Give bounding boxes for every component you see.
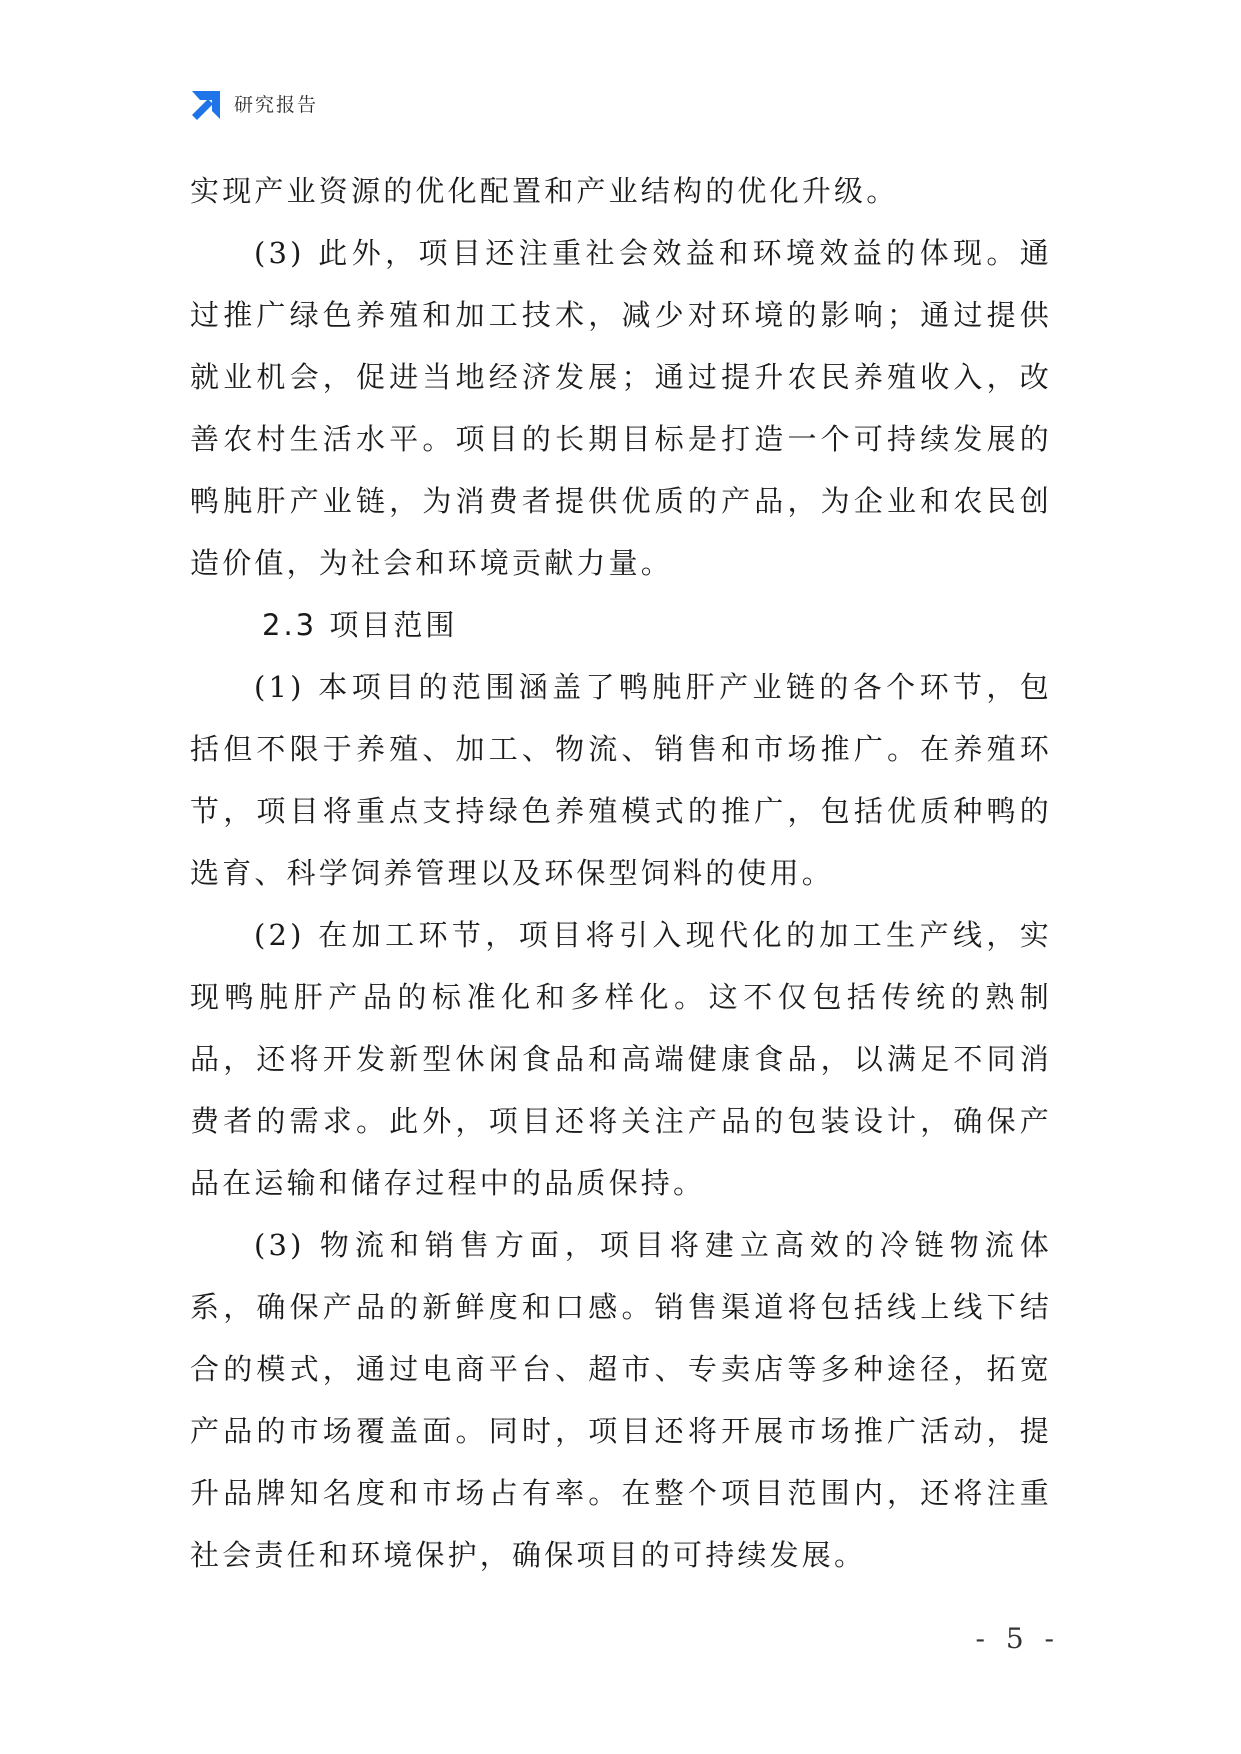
report-label: 研究报告 <box>234 94 319 116</box>
paragraph-scope-3: (3) 物流和销售方面，项目将建立高效的冷链物流体系，确保产品的新鲜度和口感。销售渠道将包括线上线下结合的模式，通过电商平台、超市、专卖店等多种途径，拓宽产品的市场覆盖面。同时，项目还将开展市场推广活动，提升品牌知名度和市场占有率。在整个项目范围内，还将注重社会责任和环境保护，确保项目的可持续发展。 <box>190 1228 1052 1572</box>
arrow-up-right-icon <box>190 89 222 121</box>
paragraph-scope-1: (1) 本项目的范围涵盖了鸭肫肝产业链的各个环节，包括但不限于养殖、加工、物流、销售和市场推广。在养殖环节，项目将重点支持绿色养殖模式的推广，包括优质种鸭的选育、科学饲养管理以及环保型饲料的使用。 <box>190 670 1052 890</box>
page-number: - 5 - <box>975 1622 1060 1655</box>
paragraph-benefits: (3) 此外，项目还注重社会效益和环境效益的体现。通过推广绿色养殖和加工技术，减少对环境的影响；通过提供就业机会，促进当地经济发展；通过提升农民养殖收入，改善农村生活水平。项目的长期目标是打造一个可持续发展的鸭肫肝产业链，为消费者提供优质的产品，为企业和农民创造价值，为社会和环境贡献力量。 <box>190 236 1052 580</box>
document-header <box>190 88 318 122</box>
section-heading: 2.3 项目范围 <box>262 608 458 642</box>
document-body <box>190 160 1052 1586</box>
paragraph-scope-2: (2) 在加工环节，项目将引入现代化的加工生产线，实现鸭肫肝产品的标准化和多样化。这不仅包括传统的熟制品，还将开发新型休闲食品和高端健康食品，以满足不同消费者的需求。此外，项目还将关注产品的包装设计，确保产品在运输和储存过程中的品质保持。 <box>190 918 1052 1200</box>
paragraph-continuation: 实现产业资源的优化配置和产业结构的优化升级。 <box>190 174 899 208</box>
